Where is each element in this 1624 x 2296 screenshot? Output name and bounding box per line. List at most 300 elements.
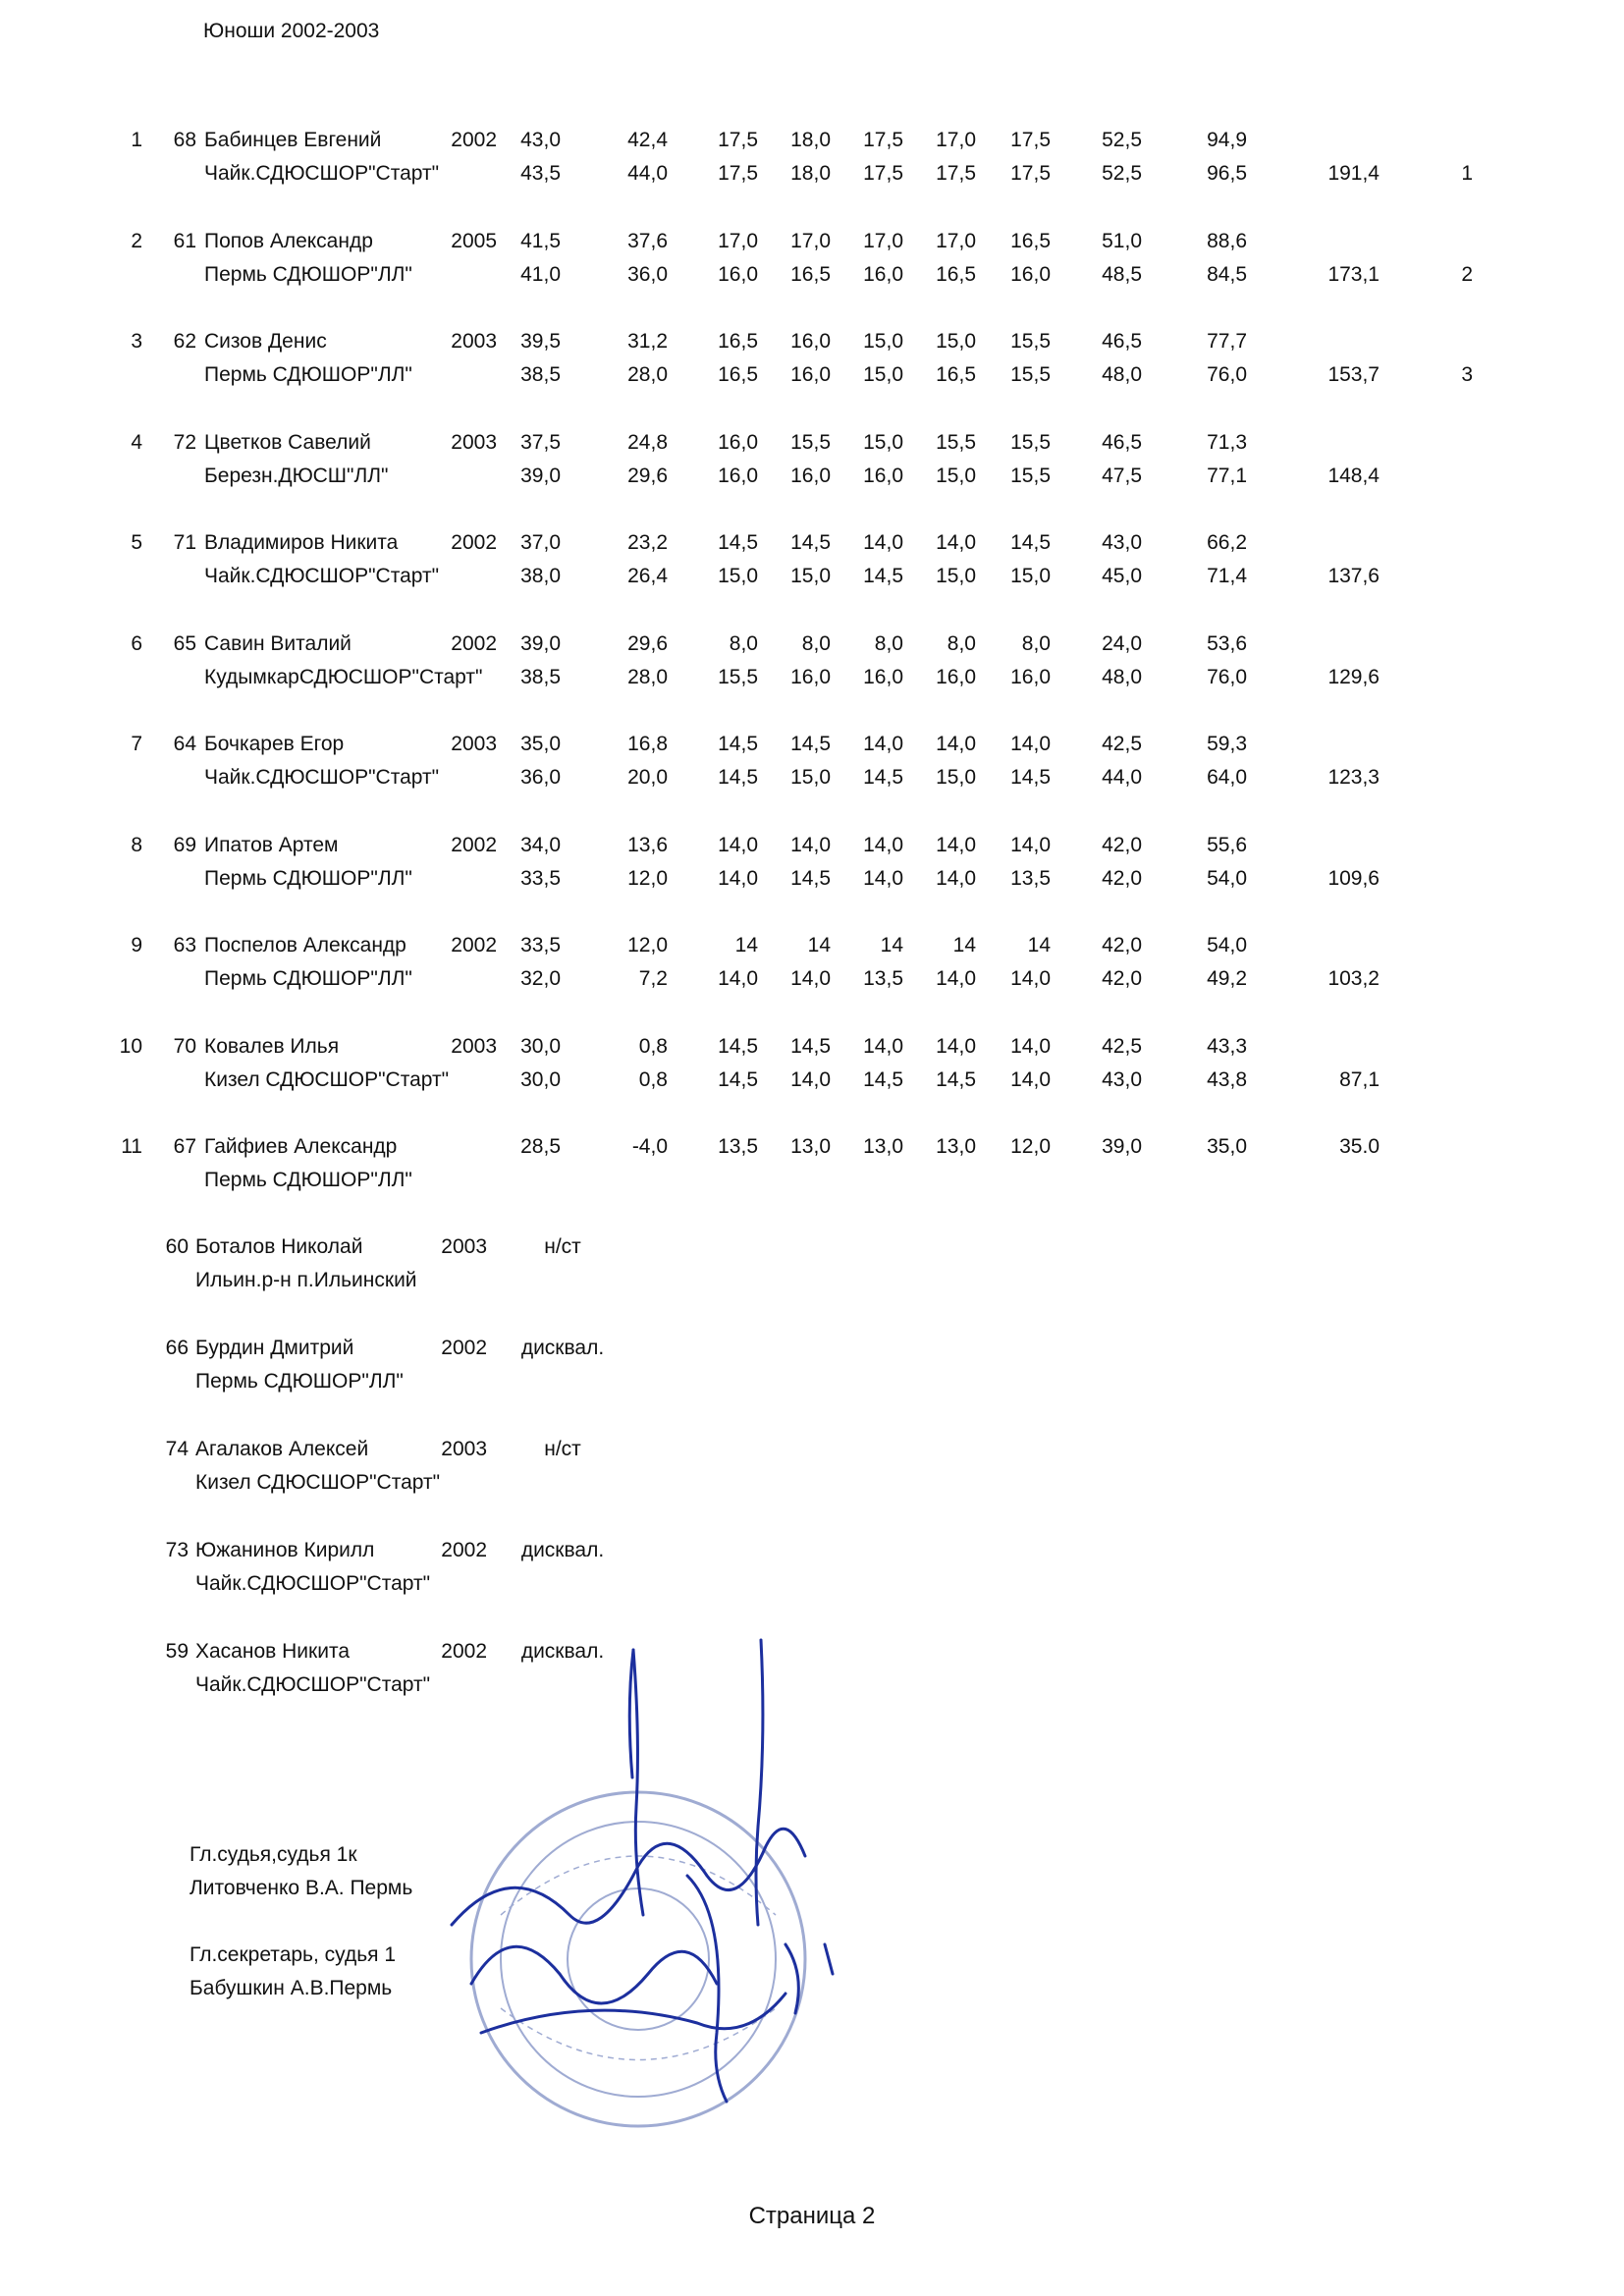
score-cell: 37,0 [520,531,561,554]
group-title: Юноши 2002-2003 [203,20,380,42]
athlete-name: Бочкарев Егор [204,733,345,755]
result-row-attempt-2 [0,462,1624,493]
athlete-name: Цветков Савелий [204,430,371,454]
score-cell: 14 [952,934,976,957]
score-cell: 38,5 [520,665,561,688]
score-cell: 16,0 [863,262,903,286]
score-cell: 59,3 [1207,733,1247,755]
score-cell: 14,0 [718,967,758,990]
score-cell: 16,0 [790,464,831,487]
score-cell: 8,0 [947,631,976,655]
result-row-attempt-2 [0,763,1624,794]
score-cell: 52,5 [1102,129,1142,151]
unranked-row-line-2 [0,1670,1624,1702]
chief-secretary-block [189,1939,396,2005]
bib-cell: 61 [173,229,196,252]
score-cell: 14,0 [790,967,831,990]
score-cell: 14,0 [1010,833,1051,856]
score-cell: 20,0 [627,766,668,789]
score-cell: 17,5 [718,129,758,151]
bib-cell: 71 [173,531,196,554]
score-cell: 48,5 [1102,262,1142,286]
score-cell: 43,8 [1207,1067,1247,1091]
score-cell: 35,0 [1207,1135,1247,1158]
result-row-attempt-1 [0,629,1624,661]
birth-year: 2002 [451,531,497,554]
team-name: Пермь СДЮШОР"ЛЛ" [204,866,412,890]
score-cell: 13,5 [863,967,903,990]
score-cell: 84,5 [1207,262,1247,286]
unranked-row-line-2 [0,1569,1624,1601]
result-row-attempt-1 [0,730,1624,761]
score-cell: 26,4 [627,565,668,587]
chief-secretary-name: Бабушкин А.В.Пермь [189,1977,393,1999]
place-cell: 2 [131,229,142,252]
unranked-row-line-2 [0,1266,1624,1297]
birth-year: 2003 [451,1034,497,1058]
score-cell: 15,5 [1010,330,1051,353]
unranked-row-line-1 [0,1334,1624,1365]
unranked-row-line-1 [0,1232,1624,1264]
score-cell: 14,5 [718,733,758,755]
result-entry [0,931,1624,1000]
athlete-name: Сизов Денис [204,330,327,353]
bib-cell: 70 [173,1034,196,1058]
score-cell: 28,5 [520,1135,561,1158]
score-cell: 17,5 [863,162,903,185]
athlete-name: Попов Александр [204,229,373,252]
score-cell: 36,0 [520,766,561,789]
place-cell: 11 [121,1135,142,1158]
unranked-row-line-2 [0,1468,1624,1500]
score-cell: 16,5 [936,363,976,386]
status-cell: н/ст [544,1235,581,1258]
result-entry [0,1132,1624,1201]
score-cell: 17,5 [1010,162,1051,185]
score-cell: 30,0 [520,1067,561,1091]
status-cell: дисквал. [520,1539,605,1561]
score-cell: 17,0 [718,229,758,252]
unranked-entry [0,1637,1624,1706]
score-cell: 17,5 [936,162,976,185]
score-cell: 66,2 [1207,531,1247,554]
score-cell: 14 [734,934,758,957]
score-cell: 15,0 [936,766,976,789]
score-cell: 15,0 [863,430,903,454]
team-name: КудымкарСДЮСШОР"Старт" [204,665,483,688]
birth-year: 2002 [451,934,497,957]
score-cell: 14,0 [936,866,976,890]
bib-cell: 60 [165,1235,189,1258]
score-cell: 14,5 [1010,531,1051,554]
total-score: 103,2 [1327,967,1380,990]
score-cell: 48,0 [1102,363,1142,386]
team-name: Чайк.СДЮСШОР"Старт" [204,565,440,587]
score-cell: 54,0 [1207,934,1247,957]
birth-year: 2003 [451,733,497,755]
score-cell: 14,0 [1010,1034,1051,1058]
total-score: 137,6 [1327,565,1380,587]
score-cell: 14,0 [790,833,831,856]
score-cell: 18,0 [790,162,831,185]
score-cell: 15,0 [936,330,976,353]
score-cell: 15,0 [790,565,831,587]
place-cell: 1 [131,129,142,151]
score-cell: 52,5 [1102,162,1142,185]
score-cell: 37,5 [520,430,561,454]
bib-cell: 66 [165,1337,189,1359]
score-cell: 16,0 [718,262,758,286]
chief-judge-title: Гл.судья,судья 1к [189,1843,357,1866]
unranked-entry [0,1536,1624,1605]
score-cell: 88,6 [1207,229,1247,252]
score-cell: 15,0 [718,565,758,587]
score-cell: 16,5 [790,262,831,286]
score-cell: 64,0 [1207,766,1247,789]
official-stamp-icon [471,1792,805,2126]
bib-cell: 72 [173,430,196,454]
team-name: Пермь СДЮШОР"ЛЛ" [204,262,412,286]
team-name: Чайк.СДЮСШОР"Старт" [204,162,440,185]
score-cell: 76,0 [1207,665,1247,688]
score-cell: 14,5 [790,531,831,554]
bib-cell: 67 [173,1135,196,1158]
score-cell: 16,0 [790,665,831,688]
bib-cell: 74 [165,1438,189,1460]
bib-cell: 68 [173,129,196,151]
birth-year: 2002 [451,631,497,655]
score-cell: 42,0 [1102,833,1142,856]
unranked-row-line-1 [0,1536,1624,1567]
score-cell: 0,8 [638,1034,668,1058]
score-cell: 43,3 [1207,1034,1247,1058]
score-cell: 14,0 [718,866,758,890]
team-name: Пермь СДЮШОР"ЛЛ" [204,1169,412,1191]
birth-year: 2002 [441,1337,487,1359]
score-cell: 43,0 [1102,1067,1142,1091]
score-cell: 51,0 [1102,229,1142,252]
score-cell: 13,0 [863,1135,903,1158]
result-row-attempt-1 [0,1132,1624,1164]
athlete-name: Агалаков Алексей [195,1438,369,1460]
score-cell: 45,0 [1102,565,1142,587]
chief-judge-name: Литовченко В.А. Пермь [189,1877,413,1899]
score-cell: 33,5 [520,934,561,957]
score-cell: 0,8 [638,1067,668,1091]
athlete-name: Хасанов Никита [195,1640,351,1663]
score-cell: 38,5 [520,363,561,386]
score-cell: 16,0 [790,363,831,386]
score-cell: 15,5 [936,430,976,454]
score-cell: 13,5 [718,1135,758,1158]
athlete-name: Владимиров Никита [204,531,399,554]
score-cell: 14,0 [863,833,903,856]
unranked-entry [0,1334,1624,1402]
score-cell: 16,8 [627,733,668,755]
bib-cell: 62 [173,330,196,353]
score-cell: 14,0 [863,1034,903,1058]
birth-year: 2002 [441,1539,487,1561]
team-name: Пермь СДЮШОР"ЛЛ" [204,967,412,990]
unranked-entry [0,1435,1624,1503]
total-score: 153,7 [1327,363,1380,386]
score-cell: 43,0 [1102,531,1142,554]
athlete-name: Гайфиев Александр [204,1135,398,1158]
birth-year: 2002 [451,129,497,151]
score-cell: 34,0 [520,833,561,856]
score-cell: 15,0 [863,363,903,386]
score-cell: 44,0 [627,162,668,185]
score-cell: 14,0 [863,733,903,755]
score-cell: 77,1 [1207,464,1247,487]
score-cell: 24,0 [1102,631,1142,655]
score-cell: 96,5 [1207,162,1247,185]
score-cell: 15,0 [863,330,903,353]
score-cell: 17,5 [863,129,903,151]
birth-year: 2003 [451,430,497,454]
score-cell: 48,0 [1102,665,1142,688]
athlete-name: Ковалев Илья [204,1034,340,1058]
result-row-attempt-2 [0,864,1624,896]
result-row-attempt-1 [0,831,1624,862]
score-cell: 16,0 [718,430,758,454]
athlete-name: Савин Виталий [204,631,352,655]
score-cell: 77,7 [1207,330,1247,353]
final-rank: 1 [1461,162,1473,185]
unranked-row-line-1 [0,1435,1624,1466]
result-row-attempt-2 [0,562,1624,593]
unranked-row-line-1 [0,1637,1624,1668]
score-cell: 17,5 [718,162,758,185]
score-cell: 42,4 [627,129,668,151]
bib-cell: 64 [173,733,196,755]
score-cell: 49,2 [1207,967,1247,990]
place-cell: 7 [131,733,142,755]
score-cell: 30,0 [520,1034,561,1058]
birth-year: 2003 [451,330,497,353]
team-name: Чайк.СДЮСШОР"Старт" [195,1572,431,1595]
score-cell: 14,0 [863,866,903,890]
athlete-name: Боталов Николай [195,1235,363,1258]
score-cell: 8,0 [801,631,831,655]
team-name: Березн.ДЮСШ"ЛЛ" [204,464,389,487]
result-row-attempt-1 [0,227,1624,258]
result-entry [0,730,1624,798]
birth-year: 2003 [441,1235,487,1258]
unranked-row-line-2 [0,1367,1624,1398]
place-cell: 8 [131,833,142,856]
score-cell: 14,0 [718,833,758,856]
score-cell: 32,0 [520,967,561,990]
result-entry [0,227,1624,296]
result-row-attempt-2 [0,360,1624,392]
result-row-attempt-2 [0,964,1624,996]
result-row-attempt-1 [0,528,1624,560]
result-row-attempt-2 [0,1066,1624,1097]
score-cell: 14,0 [936,531,976,554]
score-cell: -4,0 [631,1135,668,1158]
score-cell: 15,5 [1010,430,1051,454]
score-cell: 12,0 [1010,1135,1051,1158]
score-cell: 28,0 [627,665,668,688]
score-cell: 16,0 [863,464,903,487]
score-cell: 14,0 [863,531,903,554]
score-cell: 14,5 [936,1067,976,1091]
score-cell: 15,5 [1010,363,1051,386]
place-cell: 4 [131,430,142,454]
result-row-attempt-1 [0,327,1624,358]
result-entry [0,629,1624,698]
result-row-attempt-2 [0,260,1624,292]
result-row-attempt-2 [0,159,1624,191]
score-cell: 14,5 [863,1067,903,1091]
score-cell: 7,2 [638,967,668,990]
score-cell: 13,5 [1010,866,1051,890]
score-cell: 16,5 [718,330,758,353]
score-cell: 16,0 [936,665,976,688]
score-cell: 14 [807,934,831,957]
athlete-name: Ипатов Артем [204,833,339,856]
score-cell: 39,5 [520,330,561,353]
score-cell: 33,5 [520,866,561,890]
score-cell: 37,6 [627,229,668,252]
score-cell: 17,0 [863,229,903,252]
score-cell: 14,0 [936,733,976,755]
birth-year: 2003 [441,1438,487,1460]
score-cell: 43,5 [520,162,561,185]
score-cell: 14 [880,934,903,957]
score-cell: 15,5 [1010,464,1051,487]
score-cell: 14,0 [936,1034,976,1058]
final-rank: 2 [1461,262,1473,286]
result-entry [0,126,1624,194]
score-cell: 39,0 [1102,1135,1142,1158]
team-name: Чайк.СДЮСШОР"Старт" [204,766,440,789]
score-cell: 17,5 [1010,129,1051,151]
status-cell: н/ст [544,1438,581,1460]
result-row-attempt-2 [0,663,1624,694]
score-cell: 16,0 [718,464,758,487]
score-cell: 18,0 [790,129,831,151]
score-cell: 24,8 [627,430,668,454]
total-score: 129,6 [1327,665,1380,688]
score-cell: 46,5 [1102,430,1142,454]
place-cell: 5 [131,531,142,554]
score-cell: 14,5 [1010,766,1051,789]
score-cell: 14 [1027,934,1051,957]
bib-cell: 65 [173,631,196,655]
score-cell: 17,0 [936,129,976,151]
athlete-name: Поспелов Александр [204,934,406,957]
score-cell: 14,5 [790,733,831,755]
page-number: Страница 2 [748,2203,876,2229]
score-cell: 38,0 [520,565,561,587]
score-cell: 35,0 [520,733,561,755]
place-cell: 6 [131,631,142,655]
place-cell: 3 [131,330,142,353]
score-cell: 42,0 [1102,866,1142,890]
team-name: Кизел СДЮСШОР"Старт" [204,1067,450,1091]
score-cell: 8,0 [874,631,903,655]
score-cell: 54,0 [1207,866,1247,890]
score-cell: 15,5 [790,430,831,454]
score-cell: 71,4 [1207,565,1247,587]
score-cell: 36,0 [627,262,668,286]
score-cell: 29,6 [627,631,668,655]
score-cell: 29,6 [627,464,668,487]
score-cell: 15,0 [790,766,831,789]
score-cell: 39,0 [520,631,561,655]
signature-icon [452,1640,833,2102]
score-cell: 14,5 [718,1067,758,1091]
total-score: 109,6 [1327,866,1380,890]
score-cell: 14,0 [790,1067,831,1091]
athlete-name: Южанинов Кирилл [195,1539,375,1561]
score-cell: 39,0 [520,464,561,487]
score-cell: 46,5 [1102,330,1142,353]
chief-judge-block [189,1838,412,1905]
score-cell: 55,6 [1207,833,1247,856]
birth-year: 2002 [451,833,497,856]
result-entry [0,327,1624,396]
team-name: Кизел СДЮСШОР"Старт" [195,1471,441,1494]
score-cell: 14,5 [790,866,831,890]
team-name: Пермь СДЮШОР"ЛЛ" [204,363,412,386]
total-score: 191,4 [1327,162,1380,185]
score-cell: 15,0 [936,565,976,587]
result-row-attempt-2 [0,1166,1624,1197]
score-cell: 15,5 [718,665,758,688]
birth-year: 2005 [451,229,497,252]
score-cell: 23,2 [627,531,668,554]
result-entry [0,831,1624,900]
bib-cell: 59 [165,1640,189,1663]
bib-cell: 69 [173,833,196,856]
birth-year: 2002 [441,1640,487,1663]
score-cell: 14,5 [790,1034,831,1058]
score-cell: 14,0 [1010,967,1051,990]
score-cell: 13,0 [790,1135,831,1158]
status-cell: дисквал. [520,1337,605,1359]
team-name: Пермь СДЮШОР"ЛЛ" [195,1370,404,1393]
score-cell: 14,0 [936,967,976,990]
total-score: 173,1 [1327,262,1380,286]
score-cell: 16,0 [790,330,831,353]
unranked-entry [0,1232,1624,1301]
score-cell: 12,0 [627,934,668,957]
score-cell: 16,5 [718,363,758,386]
total-score: 35.0 [1339,1135,1380,1158]
bib-cell: 63 [173,934,196,957]
bib-cell: 73 [165,1539,189,1561]
score-cell: 14,5 [718,531,758,554]
score-cell: 17,0 [790,229,831,252]
score-cell: 14,0 [936,833,976,856]
place-cell: 9 [131,934,142,957]
score-cell: 17,0 [936,229,976,252]
score-cell: 8,0 [729,631,758,655]
result-row-attempt-1 [0,428,1624,460]
score-cell: 16,0 [1010,262,1051,286]
score-cell: 41,0 [520,262,561,286]
team-name: Ильин.р-н п.Ильинский [195,1269,417,1291]
final-rank: 3 [1461,363,1473,386]
status-cell: дисквал. [520,1640,605,1663]
total-score: 123,3 [1327,766,1380,789]
place-cell: 10 [119,1034,142,1058]
score-cell: 42,5 [1102,733,1142,755]
score-cell: 15,0 [936,464,976,487]
